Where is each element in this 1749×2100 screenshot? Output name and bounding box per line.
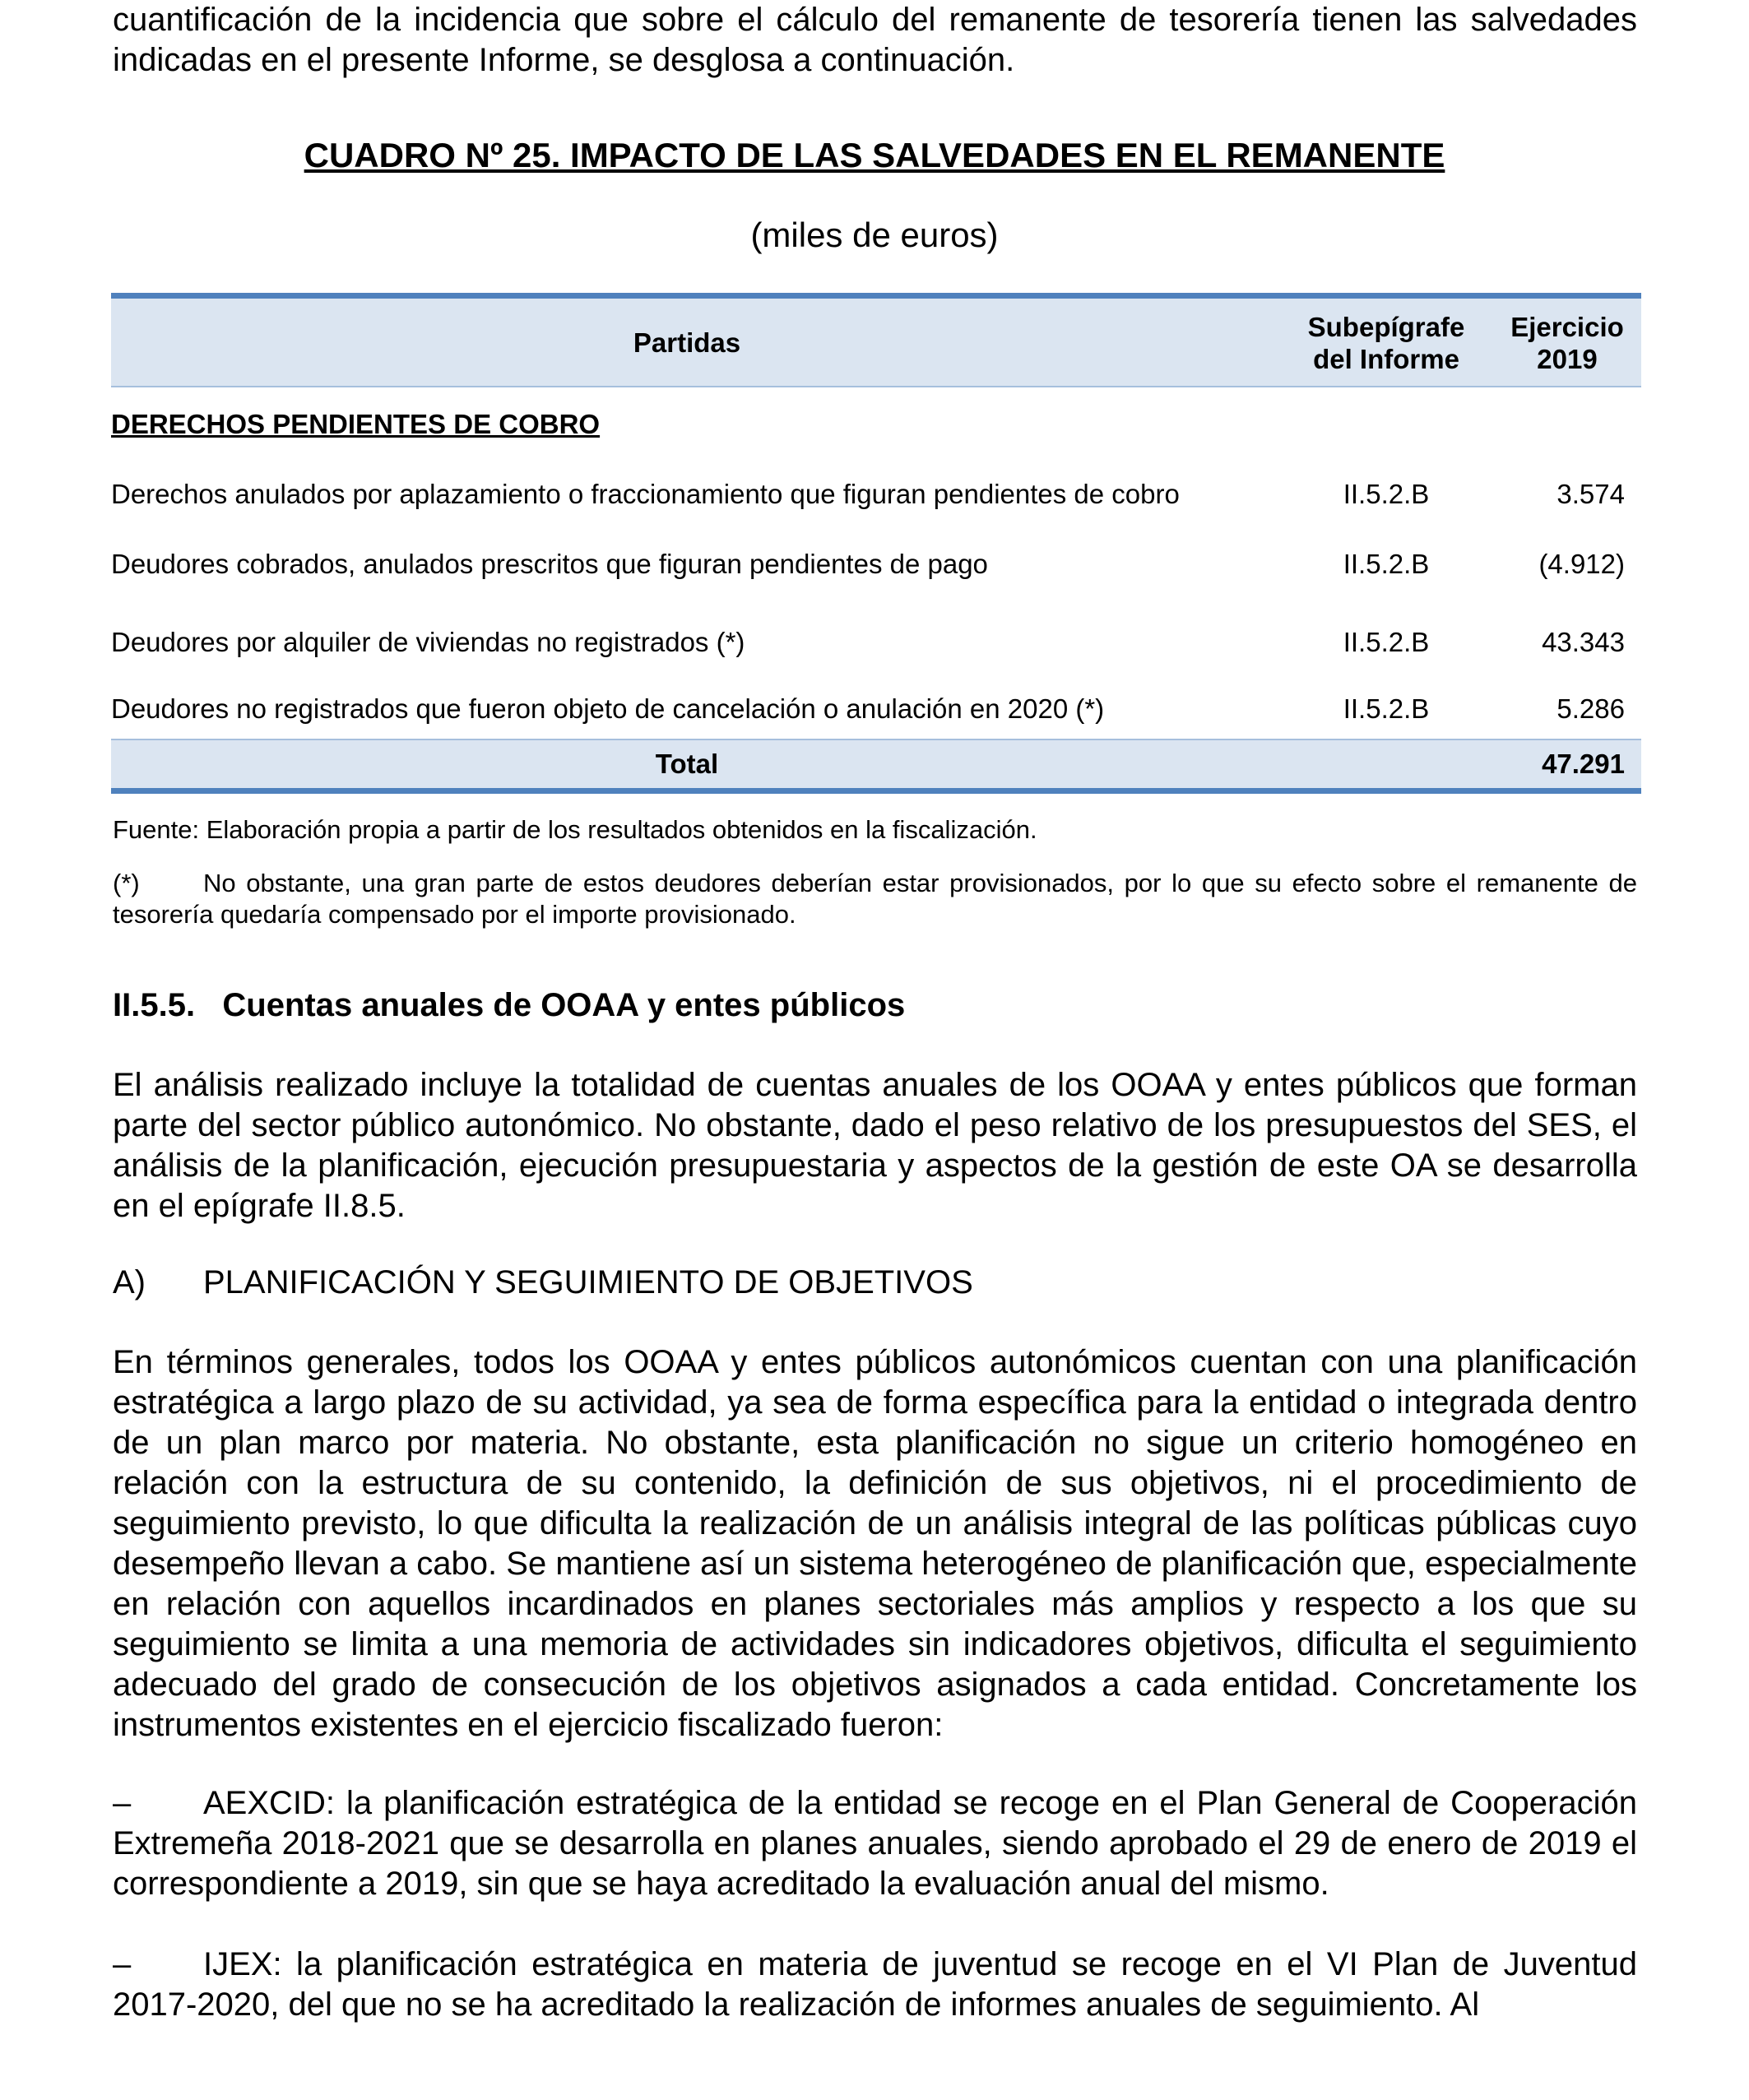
row-valor: 3.574 — [1556, 479, 1625, 509]
table-unit: (miles de euros) — [750, 216, 999, 254]
table-bottom-rule — [111, 788, 1641, 794]
row-partida: Deudores cobrados, anulados prescritos que figuran pendientes de pago — [111, 549, 988, 579]
table-top-rule — [111, 293, 1641, 299]
bullet-dash-icon: – — [113, 1785, 132, 1821]
table-title: CUADRO Nº 25. IMPACTO DE LAS SALVEDADES EN EL REMANENTE — [304, 136, 1445, 174]
row-valor: 5.286 — [1556, 693, 1625, 724]
list-item — [113, 1945, 1637, 2025]
section-label: DERECHOS PENDIENTES DE COBRO — [111, 409, 601, 439]
footnote — [113, 868, 1637, 930]
subsection-heading — [113, 1264, 973, 1301]
paragraph-2: En términos generales, todos los OOAA y entes públicos autonómicos cuentan con una planificación estratégica a largo plazo de su actividad, ya sea de forma específica para la entidad o integrada dentro de un plan marco por materia. No obstante, esta planificación no sigue un criterio homogéneo en relación con la estructura de su contenido, la definición de sus objetivos, ni el procedimiento de seguimiento previsto, lo que dificulta la realización de un análisis integral de las políticas públicas cuyo desempeño llevan a cabo. Se mantiene así un sistema heterogéneo de planificación que, especialmente en relación con aquellos incardinados en planes sectoriales más amplios y respecto a los que su seguimiento se limita a una memoria de actividades sin indicadores objetivos, dificulta el seguimiento adecuado del grado de consecución de los objetivos asignados a cada entidad. Concretamente los instrumentos existentes en el ejercicio fiscalizado fueron: — [113, 1344, 1637, 1743]
footnote-text: No obstante, una gran parte de estos deudores deberían estar provisionados, por lo que su efecto sobre el remanente de tesorería quedaría compensado por el importe provisionado. — [113, 869, 1637, 929]
paragraph-1: El análisis realizado incluye la totalidad de cuentas anuales de los OOAA y entes públicos que forman parte del sector público autonómico. No obstante, dado el peso relativo de los presupuestos del SES, el análisis de la planificación, ejecución presupuestaria y aspectos de la gestión de este OA se desarrolla en el epígrafe II.8.5. — [113, 1067, 1637, 1224]
intro-paragraph: cuantificación de la incidencia que sobre el cálculo del remanente de tesorería tienen las salvedades indicadas en el presente Informe, se desglosa a continuación. — [113, 2, 1637, 78]
bullet-dash-icon: – — [113, 1946, 132, 1982]
header-subepigrafe-line1: Subepígrafe — [1307, 312, 1465, 342]
header-ejercicio-line2: 2019 — [1537, 344, 1598, 374]
row-valor: (4.912) — [1538, 549, 1625, 579]
row-partida: Deudores no registrados que fueron objeto de cancelación o anulación en 2020 (*) — [111, 693, 1105, 724]
header-ejercicio-line1: Ejercicio — [1510, 312, 1624, 342]
row-subepigrafe: II.5.2.B — [1343, 549, 1430, 579]
section-heading: II.5.5. Cuentas anuales de OOAA y entes públicos — [113, 987, 906, 1023]
table-total-row — [111, 739, 1641, 790]
row-subepigrafe: II.5.2.B — [1343, 627, 1430, 657]
header-ejercicio — [1493, 311, 1641, 375]
table-header — [111, 299, 1641, 387]
total-label: Total — [655, 749, 719, 779]
row-partida: Derechos anulados por aplazamiento o fraccionamiento que figuran pendientes de cobro — [111, 479, 1180, 509]
bullet-text: IJEX: la planificación estratégica en materia de juventud se recoge en el VI Plan de Juventud 2017-2020, del que no se ha acreditado la realización de informes anuales de seguimiento. Al — [113, 1946, 1637, 2023]
bullet-text: AEXCID: la planificación estratégica de la entidad se recoge en el Plan General de Cooperación Extremeña 2018-2021 que se desarrolla en planes anuales, siendo aprobado el 29 de enero de 2019 el correspondiente a 2019, sin que se haya acreditado la evaluación anual del mismo. — [113, 1785, 1637, 1902]
subsection-marker: A) — [113, 1264, 146, 1300]
row-subepigrafe: II.5.2.B — [1343, 693, 1430, 724]
list-item — [113, 1783, 1637, 1904]
total-value: 47.291 — [1542, 749, 1625, 779]
row-subepigrafe: II.5.2.B — [1343, 479, 1430, 509]
source-note: Fuente: Elaboración propia a partir de los resultados obtenidos en la fiscalización. — [113, 815, 1037, 844]
header-partidas: Partidas — [633, 327, 741, 358]
row-partida: Deudores por alquiler de viviendas no registrados (*) — [111, 627, 745, 657]
row-valor: 43.343 — [1542, 627, 1625, 657]
header-subepigrafe — [1287, 311, 1485, 375]
footnote-marker: (*) — [113, 869, 140, 897]
header-subepigrafe-line2: del Informe — [1313, 344, 1459, 374]
subsection-title: PLANIFICACIÓN Y SEGUIMIENTO DE OBJETIVOS — [203, 1264, 973, 1300]
